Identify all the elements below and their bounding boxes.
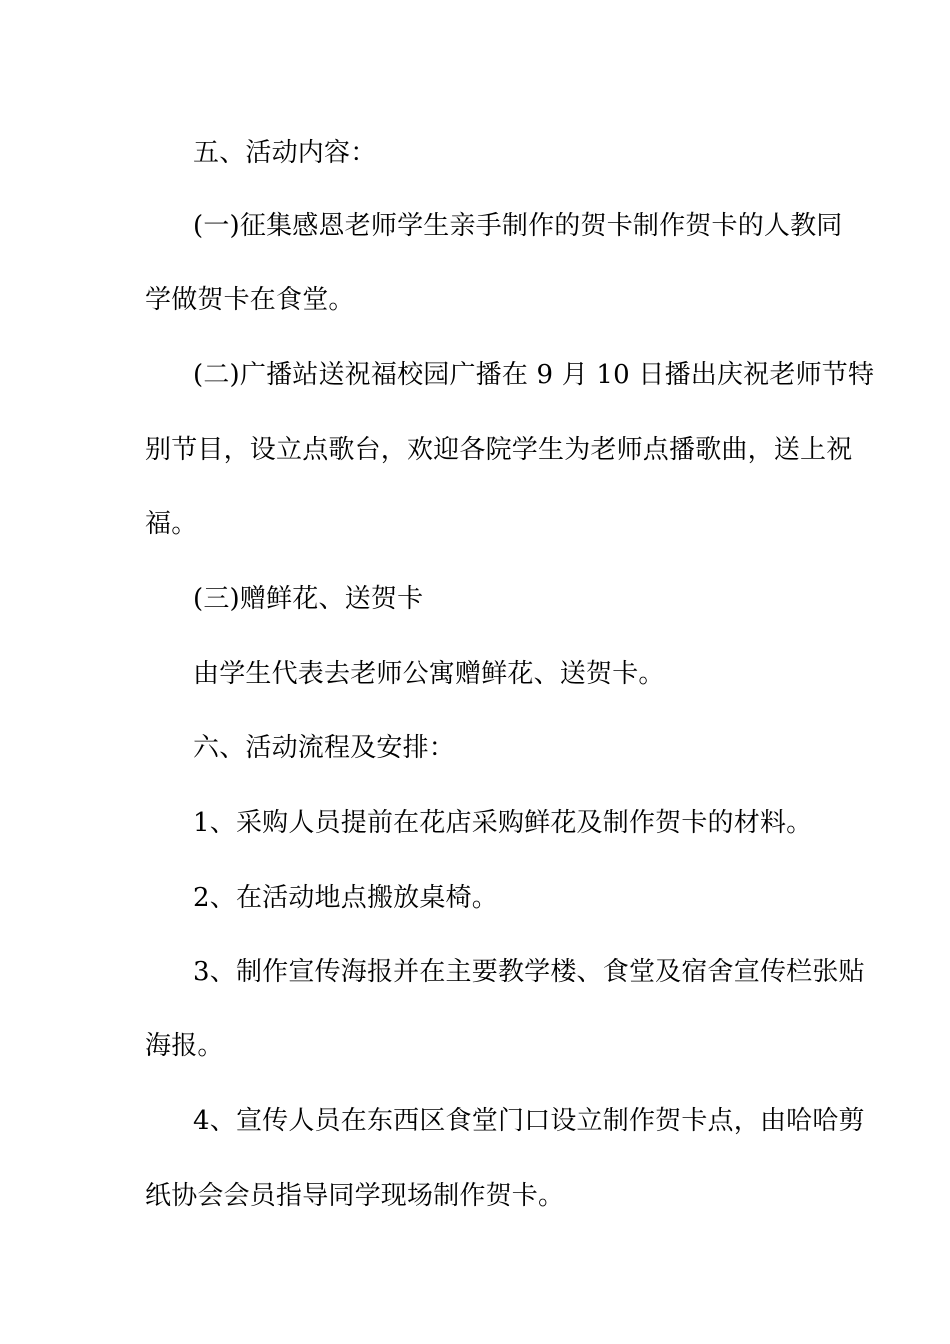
list-item-continuation: 纸协会会员指导同学现场制作贺卡。 bbox=[145, 1181, 565, 1211]
section-heading-activity-content: 五、活动内容： bbox=[193, 138, 377, 168]
section-heading-activity-process: 六、活动流程及安排： bbox=[193, 733, 456, 763]
list-item: 1、采购人员提前在花店采购鲜花及制作贺卡的材料。 bbox=[193, 808, 813, 838]
paragraph-line: (三)赠鲜花、送贺卡 bbox=[193, 584, 424, 614]
paragraph-line: 福。 bbox=[145, 509, 198, 539]
paragraph-line: 由学生代表去老师公寓赠鲜花、送贺卡。 bbox=[193, 659, 665, 689]
list-item-continuation: 海报。 bbox=[145, 1031, 224, 1061]
list-item: 2、在活动地点搬放桌椅。 bbox=[193, 883, 498, 913]
list-item: 3、制作宣传海报并在主要教学楼、食堂及宿舍宣传栏张贴 bbox=[193, 957, 865, 987]
list-item: 4、宣传人员在东西区食堂门口设立制作贺卡点，由哈哈剪 bbox=[193, 1106, 865, 1136]
paragraph-line: (二)广播站送祝福校园广播在 9 月 10 日播出庆祝老师节特 bbox=[193, 360, 875, 390]
paragraph-line: (一)征集感恩老师学生亲手制作的贺卡制作贺卡的人教同 bbox=[193, 211, 843, 241]
paragraph-line: 学做贺卡在食堂。 bbox=[145, 285, 355, 315]
paragraph-line: 别节目，设立点歌台，欢迎各院学生为老师点播歌曲，送上祝 bbox=[145, 435, 853, 465]
